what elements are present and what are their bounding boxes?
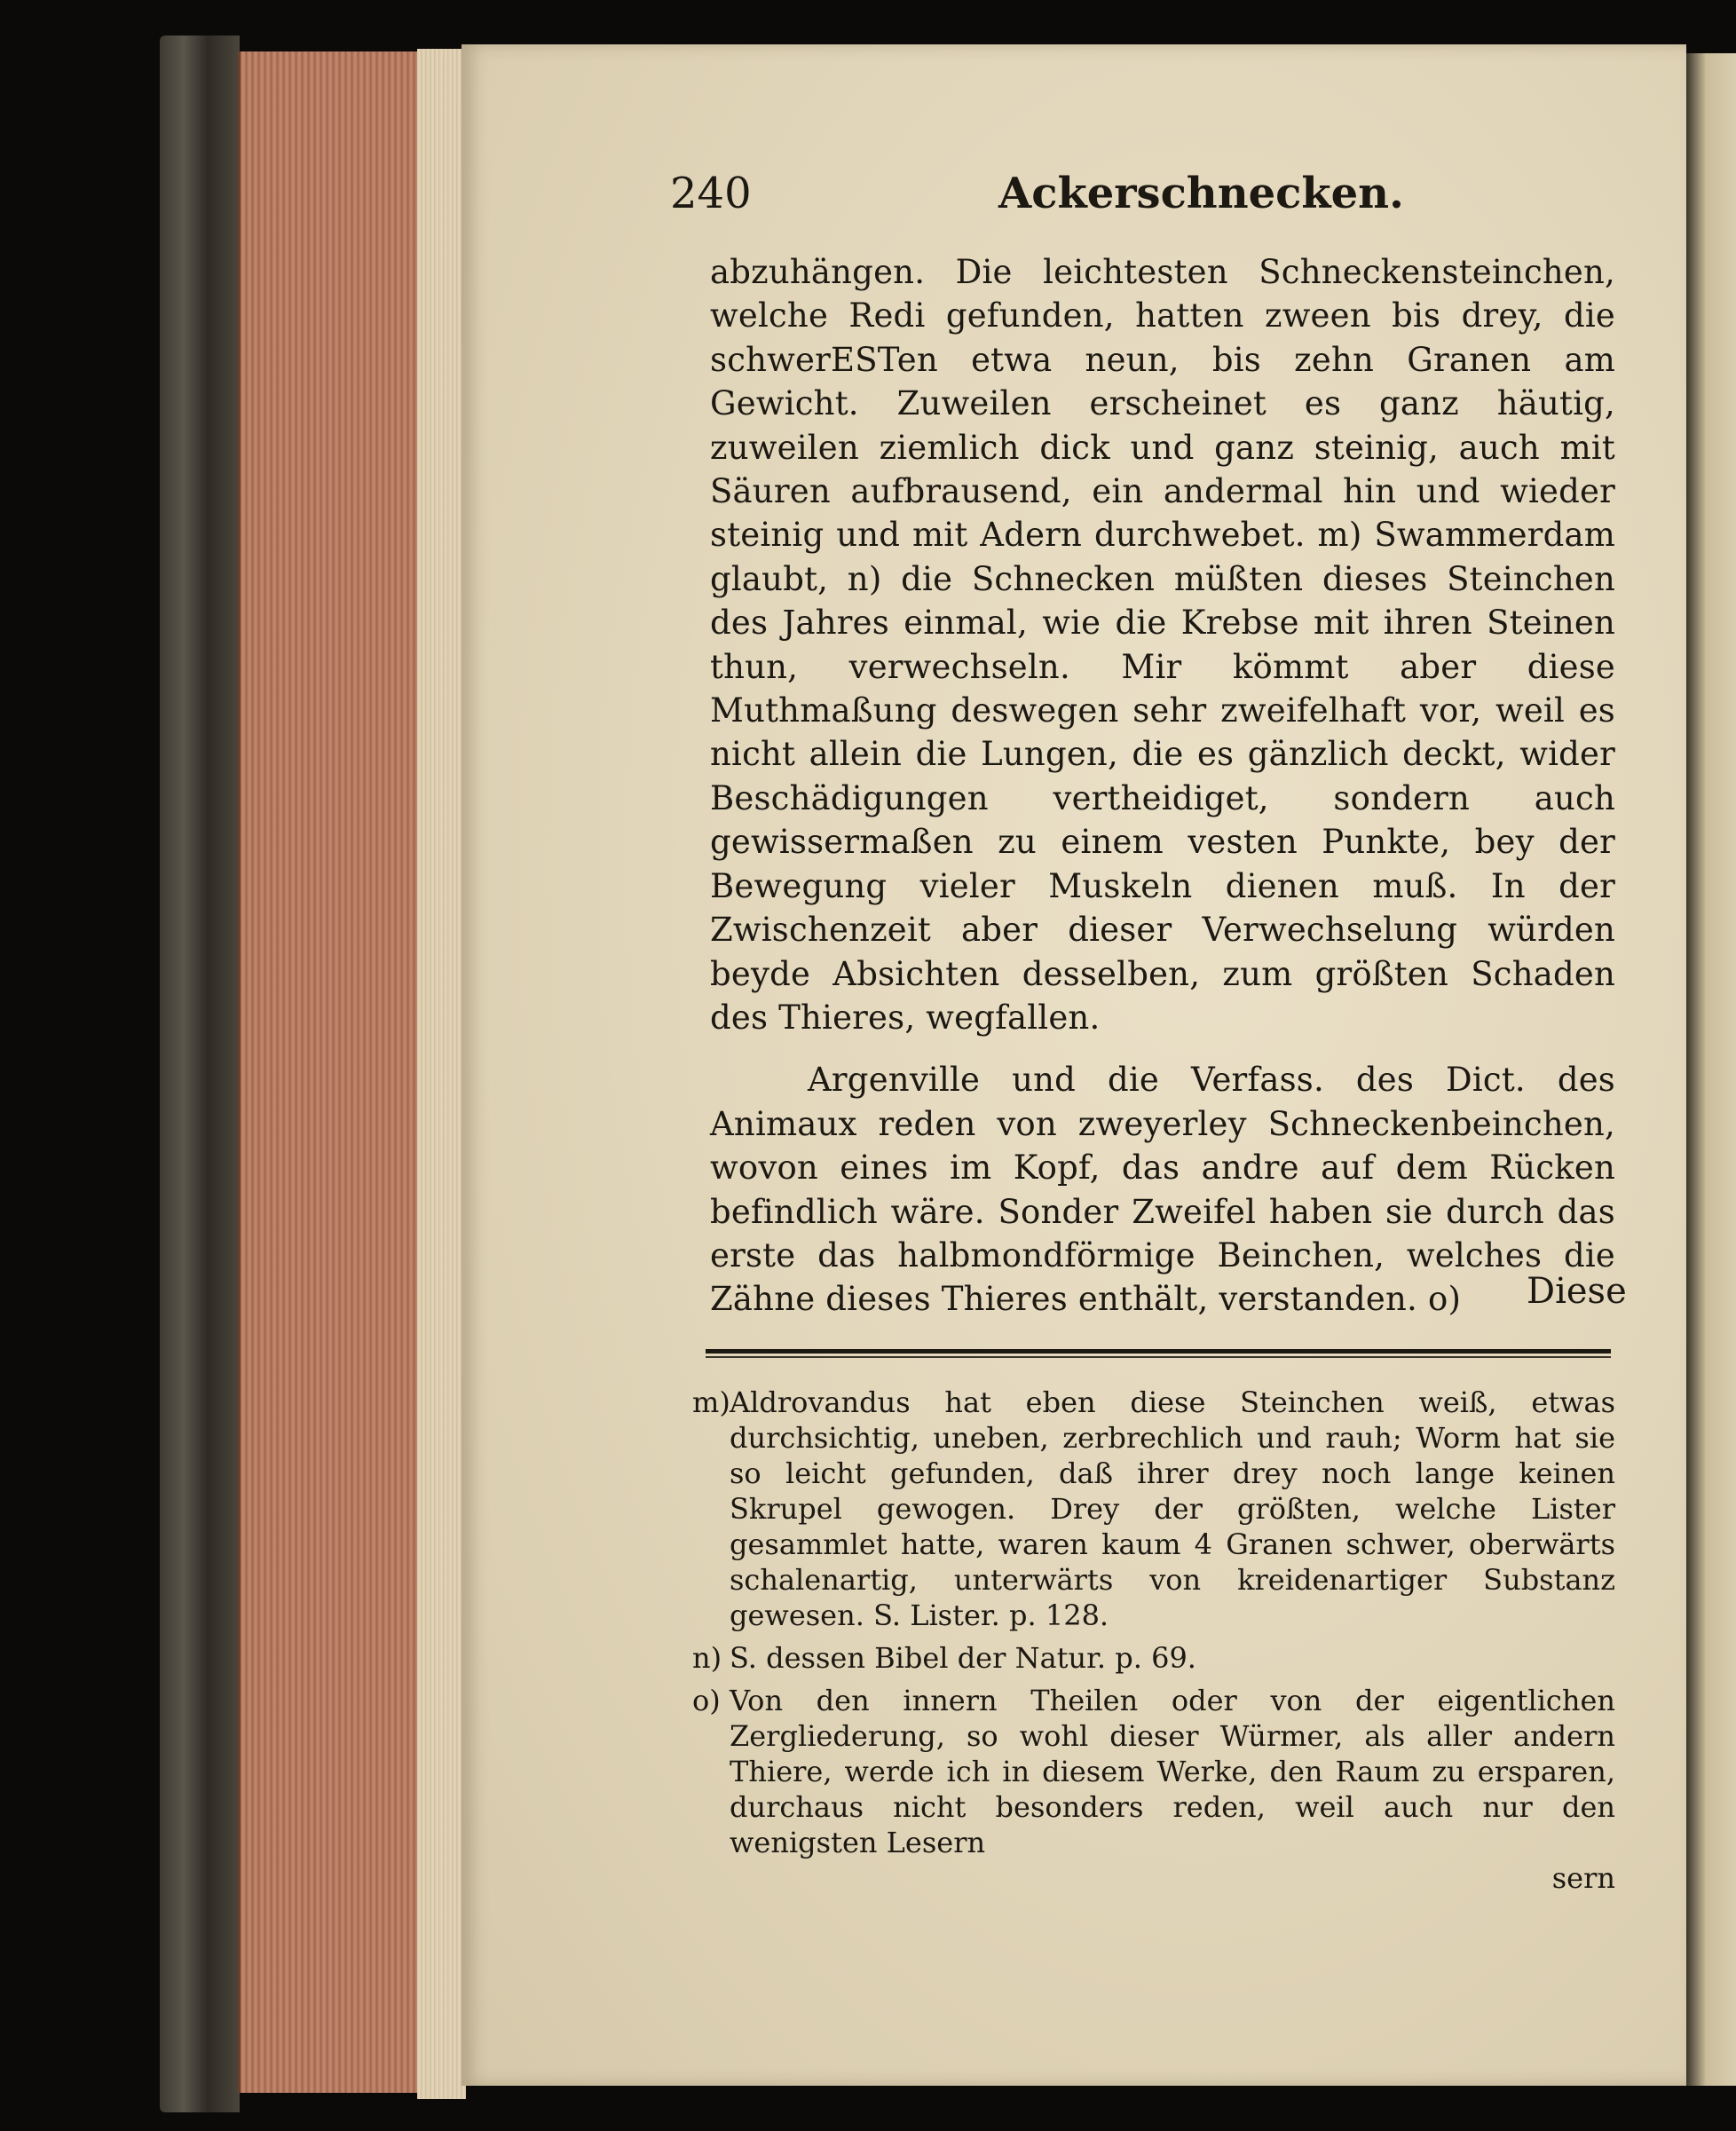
footnote-mark: n) (692, 1641, 722, 1675)
footnote-continuation: sern (1551, 1861, 1615, 1895)
facing-page-edge (1686, 53, 1736, 2086)
book-cover-edge (160, 36, 240, 2112)
page-number: 240 (670, 169, 752, 218)
catchword: Diese (1527, 1271, 1627, 1312)
paragraph-2: Argenville und die Verfass. des Dict. des Animaux reden von zweyerley Schneckenbeinchen, wovon eines im Kopf, das andre auf dem Rücken befindlich wäre. Sonder Zweifel haben sie durch das erste das halbmondförmige Beinchen, welches die Zähne dieses Thieres enthält, verstanden. o) (710, 1061, 1615, 1319)
paragraph-1: abzuhängen. Die leichtesten Schneckensteinchen, welche Redi gefunden, hatten zween bis drey, die schwerESTen etwa neun, bis zehn Granen am Gewicht. Zuweilen erscheinet es ganz häutig, zuweilen ziemlich dick und ganz steinig, auch mit Säuren aufbrausend, ein andermal hin und wieder steinig und mit Adern durchwebet. m) Swammerdam glaubt, n) die Schnecken müßten dieses Steinchen des Jahres einmal, wie die Krebse mit ihren Steinen thun, verwechseln. Mir kömmt aber diese Muthmaßung deswegen sehr zweifelhaft vor, weil es nicht allein die Lungen, die es gänzlich deckt, wider Beschädigungen vertheidiget, sondern auch gewissermaßen zu einem vesten Punkte, bey der Bewegung vieler Muskeln dienen muß. In der Zwischenzeit aber dieser Verwechselung würden beyde Absichten desselben, zum größten Schaden des Thieres, wegfallen. (710, 253, 1615, 1037)
footnote-rule-thin (706, 1356, 1611, 1358)
footnote-mark: o) (692, 1684, 721, 1717)
footnote-text: Von den innern Theilen oder von der eigentlichen Zergliederung, so wohl dieser Würmer, als aller andern Thiere, werde ich in diesem Werke, den Raum zu ersparen, durchaus nicht besonders reden, weil auch nur den wenigsten Lesern (730, 1684, 1615, 1859)
footnote-o (692, 1683, 1615, 1896)
footnote-text: Aldrovandus hat eben diese Steinchen weiß, etwas durchsichtig, uneben, zerbrechlich und rauh; Worm hat sie so leicht gefunden, daß ihrer drey noch lange keinen Skrupel gewogen. Drey der größten, welche Lister gesammlet hatte, waren kaum 4 Granen schwer, oberwärts schalenartig, unterwärts von kreidenartiger Substanz gewesen. S. Lister. p. 128. (730, 1385, 1615, 1632)
footnotes (692, 1385, 1615, 1903)
main-text (710, 250, 1615, 1322)
running-head: Ackerschnecken. (998, 169, 1404, 218)
page-block-inner-edge (417, 49, 466, 2099)
footnote-n (692, 1640, 1615, 1676)
page-header (670, 169, 1611, 231)
footnote-text: S. dessen Bibel der Natur. p. 69. (730, 1641, 1196, 1675)
footnote-rule (706, 1349, 1611, 1354)
footnote-m (692, 1385, 1615, 1633)
footnote-mark: m) (692, 1385, 730, 1419)
